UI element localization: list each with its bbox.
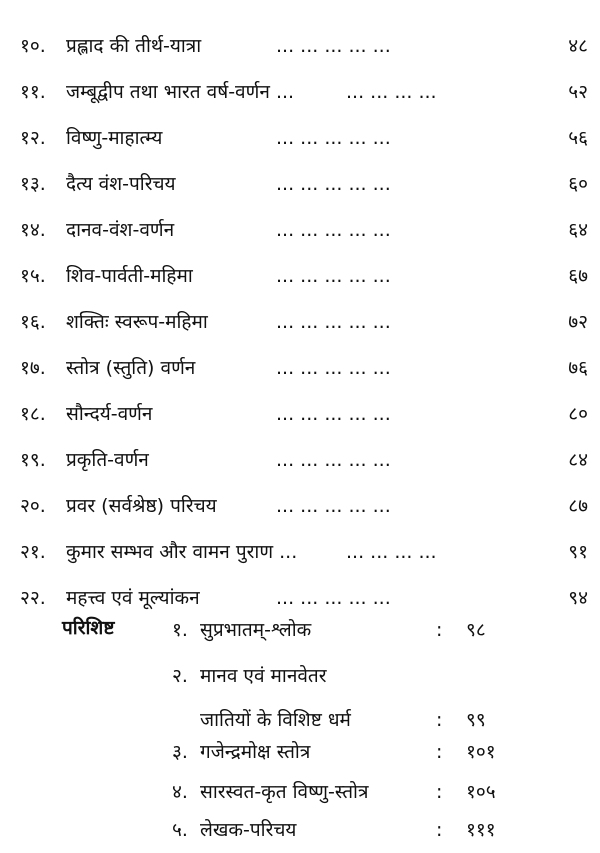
appendix-colon: : bbox=[436, 781, 443, 803]
appendix-number: ५. bbox=[172, 819, 188, 841]
toc-number: १७. bbox=[20, 357, 46, 379]
toc-page-number: ९१ bbox=[568, 541, 588, 563]
toc-leader-dots: ... ... ... ... ... bbox=[276, 265, 391, 287]
appendix-number: ३. bbox=[172, 741, 188, 763]
appendix-title: सुप्रभातम्-श्लोक bbox=[200, 619, 312, 641]
toc-leader-dots: ... ... ... ... ... bbox=[276, 311, 391, 333]
appendix-title: सारस्वत-कृत विष्णु-स्तोत्र bbox=[200, 781, 369, 803]
toc-row bbox=[0, 122, 600, 154]
appendix-title: गजेन्द्रमोक्ष स्तोत्र bbox=[200, 741, 311, 763]
toc-number: १८. bbox=[20, 403, 46, 425]
toc-title: महत्त्व एवं मूल्यांकन bbox=[66, 587, 200, 609]
toc-number: १२. bbox=[20, 127, 46, 149]
appendix-item bbox=[0, 814, 600, 846]
toc-page-number: ८० bbox=[568, 403, 588, 425]
toc-leader-dots: ... ... ... ... ... bbox=[276, 403, 391, 425]
toc-number: २०. bbox=[20, 495, 46, 517]
toc-row bbox=[0, 30, 600, 62]
toc-title: शिव-पार्वती-महिमा bbox=[66, 265, 193, 287]
toc-page-number: ४८ bbox=[568, 35, 588, 57]
appendix-colon: : bbox=[436, 819, 443, 841]
toc-page-number: ६७ bbox=[568, 265, 588, 287]
toc-number: १९. bbox=[20, 449, 46, 471]
toc-leader-dots: ... ... ... ... ... bbox=[276, 35, 391, 57]
toc-title: स्तोत्र (स्तुति) वर्णन bbox=[66, 357, 196, 379]
appendix-item bbox=[0, 704, 600, 736]
appendix-colon: : bbox=[436, 741, 443, 763]
toc-leader-dots: ... ... ... ... ... bbox=[276, 587, 391, 609]
appendix-page-number: १११ bbox=[466, 819, 496, 841]
toc-row bbox=[0, 398, 600, 430]
toc-leader-dots: ... ... ... ... ... bbox=[276, 219, 391, 241]
toc-title: प्रकृति-वर्णन bbox=[66, 449, 149, 471]
toc-number: १३. bbox=[20, 173, 46, 195]
toc-title: सौन्दर्य-वर्णन bbox=[66, 403, 153, 425]
toc-number: १६. bbox=[20, 311, 46, 333]
toc-page-number: ९४ bbox=[568, 587, 588, 609]
toc-leader-dots: ... ... ... ... bbox=[346, 541, 437, 563]
toc-row bbox=[0, 490, 600, 522]
toc-title: दैत्य वंश-परिचय bbox=[66, 173, 176, 195]
toc-number: २१. bbox=[20, 541, 46, 563]
toc-page-number: ५६ bbox=[568, 127, 588, 149]
appendix-title: लेखक-परिचय bbox=[200, 819, 297, 841]
appendix-page-number: १०१ bbox=[466, 741, 496, 763]
toc-row bbox=[0, 168, 600, 200]
toc-row bbox=[0, 260, 600, 292]
toc-row bbox=[0, 582, 600, 614]
appendix-title: जातियों के विशिष्ट धर्म bbox=[200, 709, 351, 731]
toc-title: प्रवर (सर्वश्रेष्ठ) परिचय bbox=[66, 495, 217, 517]
appendix-title: मानव एवं मानवेतर bbox=[200, 665, 327, 687]
toc-leader-dots: ... ... ... ... ... bbox=[276, 127, 391, 149]
toc-title: कुमार सम्भव और वामन पुराण ... bbox=[66, 541, 298, 563]
toc-row bbox=[0, 76, 600, 108]
toc-row bbox=[0, 214, 600, 246]
appendix-number: २. bbox=[172, 665, 188, 687]
toc-row bbox=[0, 536, 600, 568]
appendix-number: ४. bbox=[172, 781, 188, 803]
toc-title: जम्बूद्वीप तथा भारत वर्ष-वर्णन ... bbox=[66, 81, 295, 103]
appendix-page-number: ९९ bbox=[466, 709, 486, 731]
appendix-page-number: १०५ bbox=[466, 781, 496, 803]
toc-leader-dots: ... ... ... ... bbox=[346, 81, 437, 103]
toc-page-number: ५२ bbox=[568, 81, 588, 103]
appendix-label: परिशिष्ट bbox=[62, 617, 115, 639]
toc-page-number: ७२ bbox=[568, 311, 588, 333]
toc-leader-dots: ... ... ... ... ... bbox=[276, 495, 391, 517]
appendix-number: १. bbox=[172, 619, 188, 641]
appendix-item bbox=[0, 660, 600, 692]
toc-title: दानव-वंश-वर्णन bbox=[66, 219, 175, 241]
toc-number: १०. bbox=[20, 35, 46, 57]
toc-row bbox=[0, 352, 600, 384]
appendix-page-number: ९८ bbox=[466, 619, 486, 641]
toc-number: ११. bbox=[20, 81, 46, 103]
toc-number: १४. bbox=[20, 219, 46, 241]
toc-page-number: ७६ bbox=[568, 357, 588, 379]
toc-row bbox=[0, 306, 600, 338]
toc-leader-dots: ... ... ... ... ... bbox=[276, 357, 391, 379]
toc-page-number: ६४ bbox=[568, 219, 588, 241]
toc-title: विष्णु-माहात्म्य bbox=[66, 127, 163, 149]
appendix-colon: : bbox=[436, 619, 443, 641]
toc-leader-dots: ... ... ... ... ... bbox=[276, 449, 391, 471]
toc-leader-dots: ... ... ... ... ... bbox=[276, 173, 391, 195]
appendix-item bbox=[0, 614, 600, 646]
toc-title: शक्तिः स्वरूप-महिमा bbox=[66, 311, 208, 333]
toc-title: प्रह्लाद की तीर्थ-यात्रा bbox=[66, 35, 202, 57]
toc-page-number: ८४ bbox=[568, 449, 588, 471]
appendix-item bbox=[0, 776, 600, 808]
toc-number: २२. bbox=[20, 587, 46, 609]
toc-row bbox=[0, 444, 600, 476]
toc-page-number: ६० bbox=[568, 173, 588, 195]
appendix-item bbox=[0, 736, 600, 768]
toc-number: १५. bbox=[20, 265, 46, 287]
toc-page-number: ८७ bbox=[568, 495, 588, 517]
appendix-colon: : bbox=[436, 709, 443, 731]
